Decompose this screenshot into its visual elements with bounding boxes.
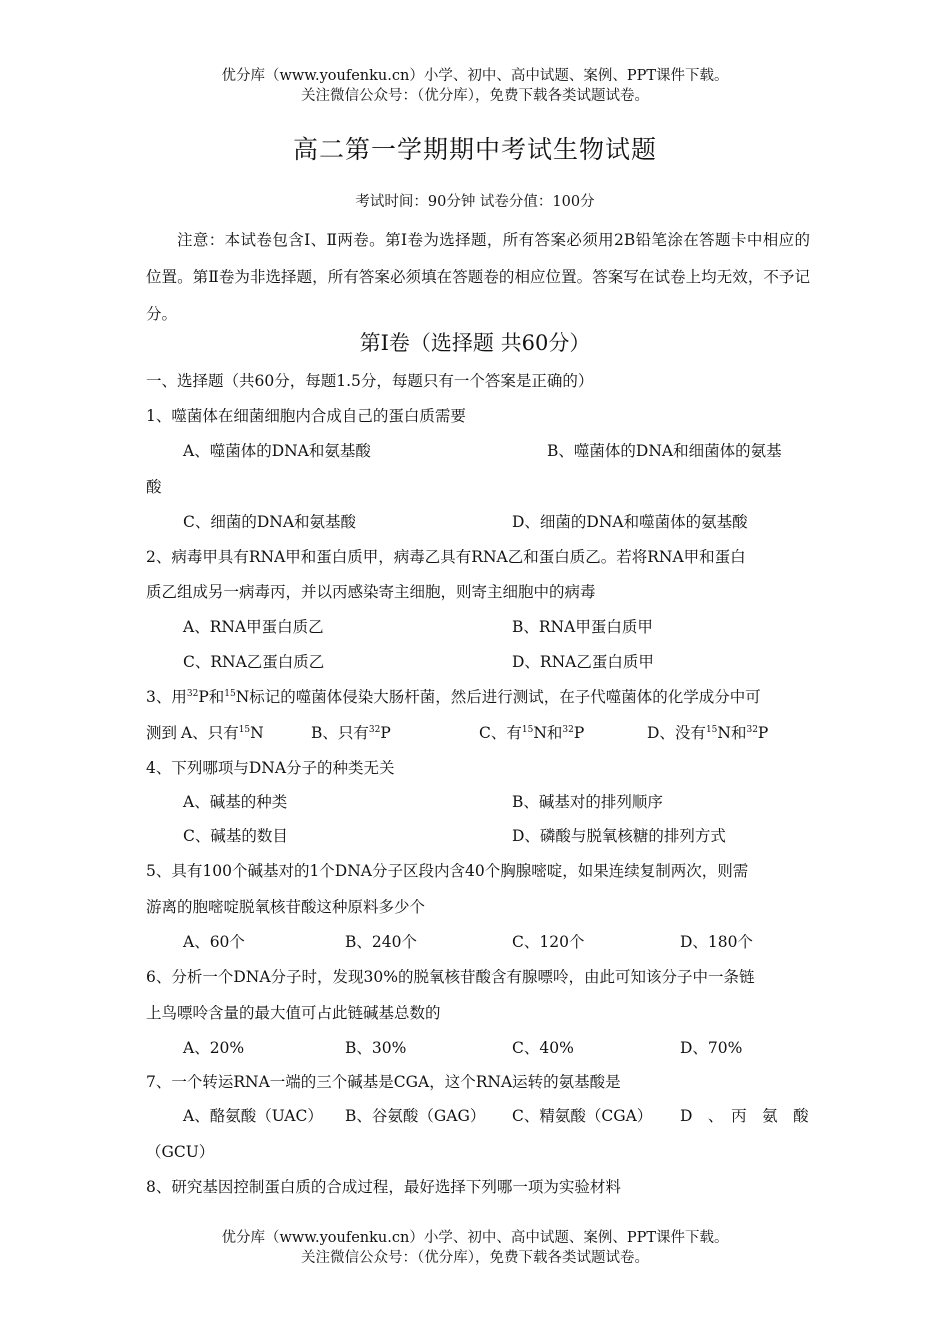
q3-stem: [146, 686, 761, 708]
q3-option-a: [181, 722, 264, 744]
q6-option-a: A、20%: [183, 1039, 245, 1057]
q3-option-text: D、没有: [647, 724, 706, 742]
q3-option-text: N和: [717, 724, 747, 742]
q7-option-d-cont: （GCU）: [146, 1143, 215, 1161]
q3-superscript: 15: [224, 689, 236, 699]
exam-meta: 考试时间：90分钟 试卷分值：100分: [355, 194, 595, 210]
q2-stem-1: 2、病毒甲具有RNA甲和蛋白质甲，病毒乙具有RNA乙和蛋白质乙。若将RNA甲和蛋白: [146, 548, 746, 566]
q7-stem: 7、一个转运RNA一端的三个碱基是CGA，这个RNA运转的氨基酸是: [146, 1073, 621, 1091]
q4-option-b: B、碱基对的排列顺序: [512, 793, 663, 811]
q6-option-c: C、40%: [512, 1039, 574, 1057]
q3-lead: 测到: [146, 724, 178, 742]
q3-superscript: 32: [186, 689, 199, 699]
q5-stem-1: 5、具有100个碱基对的1个DNA分子区段内含40个胸腺嘧啶，如果连续复制两次，则需: [146, 862, 749, 880]
q6-stem-2: 上鸟嘌呤含量的最大值可占此链碱基总数的: [146, 1004, 441, 1022]
q7-option-a: A、酪氨酸（UAC）: [183, 1107, 323, 1125]
q3-stem-part: 3、用: [146, 688, 187, 706]
q3-option-text: A、只有: [181, 724, 239, 742]
header-line-2: 关注微信公众号：（优分库），免费下载各类试题试卷。: [301, 88, 649, 104]
q3-superscript: 32: [368, 725, 381, 735]
q1-option-d: D、细菌的DNA和噬菌体的氨基酸: [512, 513, 748, 531]
q3-option-text: P: [757, 724, 769, 742]
q6-stem-1: 6、分析一个DNA分子时，发现30%的脱氧核苷酸含有腺嘌呤，由此可知该分子中一条链: [146, 968, 755, 986]
q3-superscript: 32: [562, 725, 574, 735]
q6-option-b: B、30%: [345, 1039, 407, 1057]
q7-option-c: C、精氨酸（CGA）: [512, 1107, 653, 1125]
page-header: [0, 66, 950, 106]
q2-option-d: D、RNA乙蛋白质甲: [512, 653, 654, 671]
q4-stem: 4、下列哪项与DNA分子的种类无关: [146, 759, 395, 777]
q2-option-a: A、RNA甲蛋白质乙: [183, 618, 324, 636]
q3-stem-part: P和: [198, 688, 225, 706]
q1-option-b-cont: 酸: [146, 478, 162, 496]
exam-title: 高二第一学期期中考试生物试题: [292, 135, 657, 164]
q3-option-c: [479, 722, 584, 744]
q5-option-c: C、120个: [512, 933, 585, 951]
q4-option-a: A、碱基的种类: [183, 793, 288, 811]
q8-stem: 8、研究基因控制蛋白质的合成过程，最好选择下列哪一项为实验材料: [146, 1178, 621, 1196]
q7-option-b: B、谷氨酸（GAG）: [345, 1107, 486, 1125]
q3-option-text: P: [380, 724, 391, 742]
footer-line-1: 优分库（www.youfenku.cn）小学、初中、高中试题、案例、PPT课件下载。: [221, 1230, 729, 1246]
q6-option-d: D、70%: [680, 1039, 743, 1057]
q3-stem-part: N标记的噬菌体侵染大肠杆菌，然后进行测试，在子代噬菌体的化学成分中可: [235, 688, 761, 706]
q2-stem-2: 质乙组成另一病毒丙，并以丙感染寄主细胞，则寄主细胞中的病毒: [146, 583, 596, 601]
q1-option-b: B、噬菌体的DNA和细菌体的氨基: [547, 442, 782, 460]
q3-superscript: 15: [238, 725, 251, 735]
exam-notice: 注意：本试卷包含Ⅰ、Ⅱ两卷。第Ⅰ卷为选择题，所有答案必须用2B铅笔涂在答题卡中相应的位置。第Ⅱ卷为非选择题，所有答案必须填在答题卷的相应位置。答案写在试卷上均无效，不予记分。: [146, 231, 810, 323]
page-footer: [0, 1228, 950, 1268]
q3-superscript: 32: [746, 725, 758, 735]
q4-option-d: D、磷酸与脱氧核糖的排列方式: [512, 827, 726, 845]
q3-superscript: 15: [705, 725, 718, 735]
q3-option-text: N: [250, 724, 264, 742]
section-heading: 第Ⅰ卷（选择题 共60分）: [359, 331, 591, 355]
q5-stem-2: 游离的胞嘧啶脱氧核苷酸这种原料多少个: [146, 898, 426, 916]
q3-option-d: [647, 722, 768, 744]
q5-option-a: A、60个: [183, 933, 245, 951]
q1-stem: 1、噬菌体在细菌细胞内合成自己的蛋白质需要: [146, 407, 466, 425]
q3-superscript: 15: [521, 725, 534, 735]
q1-option-a: A、噬菌体的DNA和氨基酸: [183, 442, 371, 460]
q1-option-c: C、细菌的DNA和氨基酸: [183, 513, 357, 531]
q3-option-text: C、有: [479, 724, 522, 742]
q3-option-text: B、只有: [311, 724, 369, 742]
q3-option-text: N和: [533, 724, 563, 742]
q3-option-b: [311, 722, 391, 744]
q4-option-c: C、碱基的数目: [183, 827, 288, 845]
header-line-1: 优分库（www.youfenku.cn）小学、初中、高中试题、案例、PPT课件下载。: [221, 68, 729, 84]
q5-option-b: B、240个: [345, 933, 417, 951]
q2-option-b: B、RNA甲蛋白质甲: [512, 618, 653, 636]
q3-option-text: P: [573, 724, 585, 742]
instruction: 一、选择题（共60分，每题1.5分，每题只有一个答案是正确的）: [146, 372, 594, 390]
q2-option-c: C、RNA乙蛋白质乙: [183, 653, 325, 671]
q7-option-d: D 、 丙 氨 酸: [680, 1107, 809, 1125]
footer-line-2: 关注微信公众号：（优分库），免费下载各类试题试卷。: [301, 1250, 649, 1266]
q5-option-d: D、180个: [680, 933, 754, 951]
